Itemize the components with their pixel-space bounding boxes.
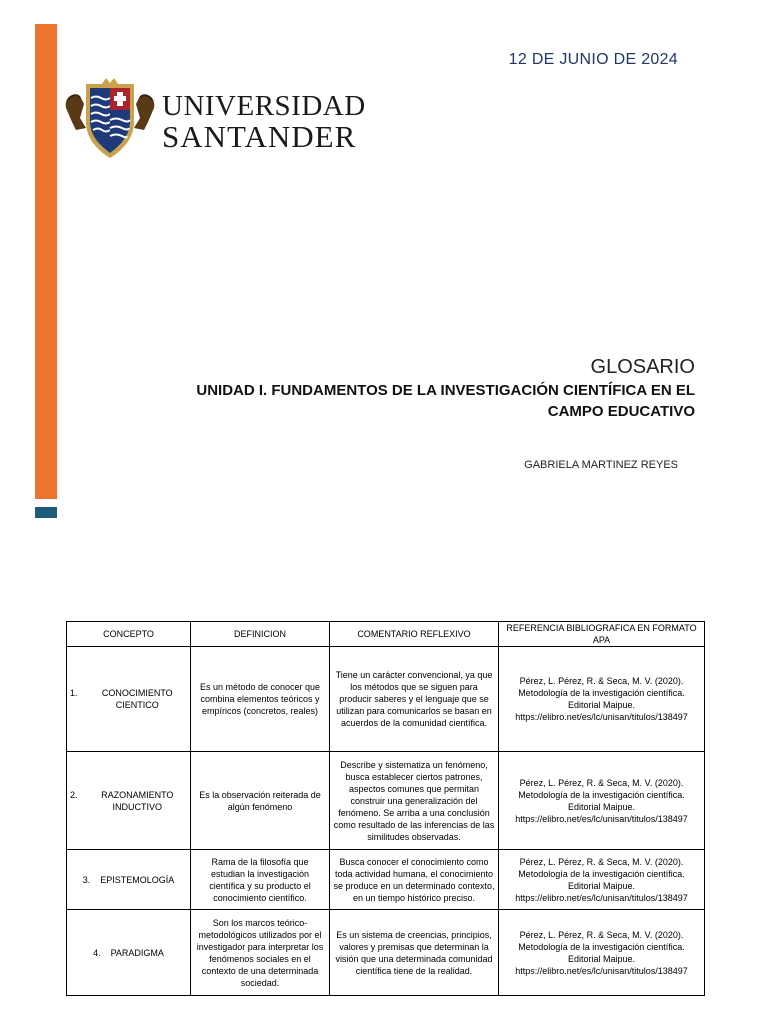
table-row — [67, 850, 705, 910]
table-header-row — [67, 622, 705, 647]
header-referencia: REFERENCIA BIBLIOGRAFICA EN FORMATO APA — [499, 622, 705, 647]
document-date: 12 DE JUNIO DE 2024 — [508, 51, 678, 68]
definition-cell: Rama de la filosofía que estudian la investigación científica y su producto el conocimiento científico. — [191, 850, 330, 910]
table-row — [67, 647, 705, 752]
concept-cell — [67, 647, 191, 752]
header-comentario: COMENTARIO REFLEXIVO — [330, 622, 499, 647]
reference-cell: Pérez, L. Pérez, R. & Seca, M. V. (2020). Metodología de la investigación científica. Editorial Maipue. https://elibro.net/es/lc/unisan/titulos/138497 — [499, 752, 705, 850]
concept-name: EPISTEMOLOGÍA — [100, 874, 175, 885]
concept-name: PARADIGMA — [110, 947, 164, 958]
university-logo — [62, 78, 366, 160]
definition-cell: Es la observación reiterada de algún fenómeno — [191, 752, 330, 850]
unit-title-line-1: UNIDAD I. FUNDAMENTOS DE LA INVESTIGACIÓN CIENTÍFICA EN EL — [196, 382, 695, 399]
document-title: GLOSARIO — [590, 356, 695, 378]
header-concepto: CONCEPTO — [67, 622, 191, 647]
reference-cell: Pérez, L. Pérez, R. & Seca, M. V. (2020). Metodología de la investigación científica. Editorial Maipue. https://elibro.net/es/lc/unisan/titulos/138497 — [499, 910, 705, 996]
concept-number: 2. — [70, 789, 78, 800]
unit-title-line-2: CAMPO EDUCATIVO — [547, 403, 695, 420]
definition-cell: Son los marcos teórico-metodológicos utilizados por el investigador para interpretar los fenómenos sociales en el contexto de una determinada sociedad. — [191, 910, 330, 996]
table-row — [67, 752, 705, 850]
logo-line-1: UNIVERSIDAD — [162, 90, 366, 122]
concept-number: 4. — [93, 947, 101, 958]
comment-cell: Busca conocer el conocimiento como toda actividad humana, el conocimiento se produce en un determinado contexto, en un tiempo histórico preciso. — [330, 850, 499, 910]
university-name — [162, 92, 366, 152]
university-crest-icon — [62, 78, 158, 160]
concept-number: 1. — [70, 688, 78, 698]
concept-name: CONOCIMIENTO CIENTICO — [101, 688, 173, 710]
table-row — [67, 910, 705, 996]
glossary-table — [66, 621, 705, 996]
definition-cell: Es un método de conocer que combina elementos teóricos y empíricos (concretos, reales) — [191, 647, 330, 752]
concept-name: RAZONAMIENTO INDUCTIVO — [101, 789, 174, 812]
comment-cell: Es un sistema de creencias, principios, valores y premisas que determinan la visión que una determinada comunidad científica tiene de la realidad. — [330, 910, 499, 996]
comment-cell: Tiene un carácter convencional, ya que los métodos que se siguen para producir saberes y el lenguaje que se utilizan para comunicarlos se basan en acuerdos de la comunidad científica. — [330, 647, 499, 752]
orange-accent-bar — [35, 24, 57, 499]
logo-line-2: SANTANDER — [162, 119, 357, 154]
concept-cell — [67, 752, 191, 850]
concept-cell — [67, 850, 191, 910]
comment-cell: Describe y sistematiza un fenómeno, busca establecer ciertos patrones, aspectos comunes que permitan construir una generalización del fenómeno. Se arriba a una conclusión como resultado de las inferencias de las similitudes observadas. — [330, 752, 499, 850]
blue-accent-square — [35, 507, 57, 518]
reference-cell: Pérez, L. Pérez, R. & Seca, M. V. (2020). Metodología de la investigación científica. Editorial Maipue. https://elibro.net/es/lc/unisan/titulos/138497 — [499, 647, 705, 752]
concept-number: 3. — [82, 874, 91, 885]
author-name: GABRIELA MARTINEZ REYES — [524, 459, 678, 471]
header-definicion: DEFINICION — [191, 622, 330, 647]
reference-cell: Pérez, L. Pérez, R. & Seca, M. V. (2020). Metodología de la investigación científica. Editorial Maipue. https://elibro.net/es/lc/unisan/titulos/138497 — [499, 850, 705, 910]
unit-title — [135, 380, 695, 422]
concept-cell — [67, 910, 191, 996]
